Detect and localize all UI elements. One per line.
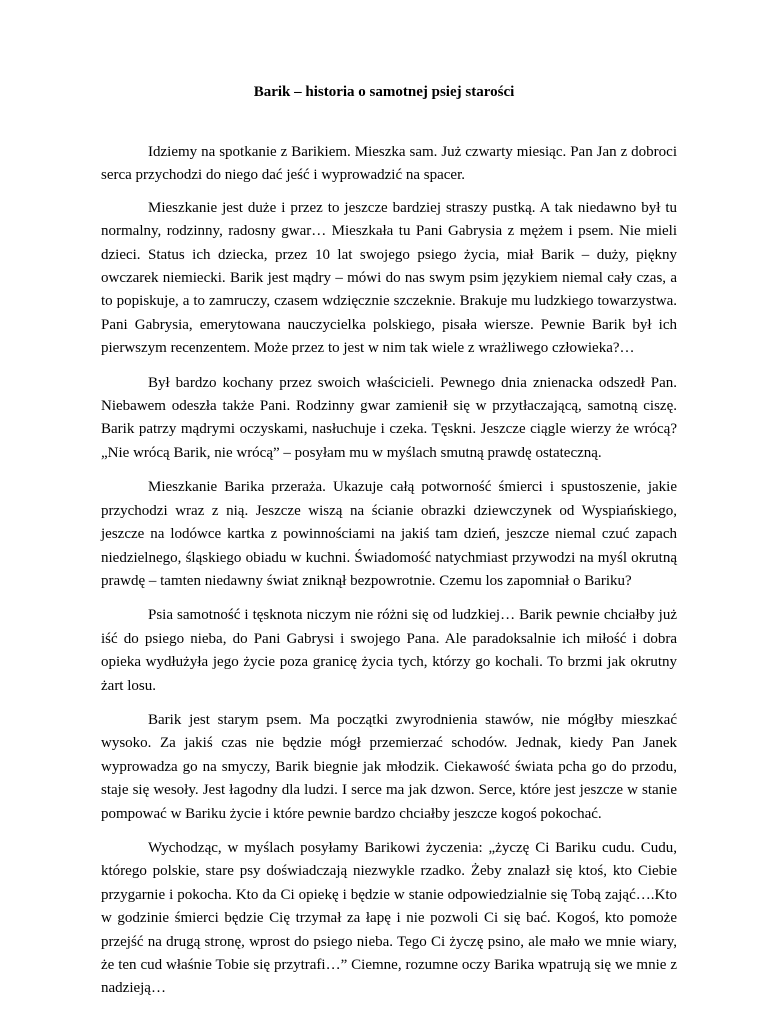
paragraph-3: Był bardzo kochany przez swoich właścicieli. Pewnego dnia znienacka odszedł Pan. Niebawem odeszła także Pani. Rodzinny gwar zamienił się w przytłaczającą, samotną ciszę. Barik patrzy mądrymi oczyskami, nasłuchuje i czeka. Tęskni. Jeszcze ciągle wierzy że wrócą? „Nie wrócą Barik, nie wrócą” – posyłam mu w myślach smutną prawdę ostateczną. <box>101 374 677 461</box>
paragraph-5: Psia samotność i tęsknota niczym nie różni się od ludzkiej… Barik pewnie chciałby już iść do psiego nieba, do Pani Gabrysi i swojego Pana. Ale paradoksalnie ich miłość i dobra opieka wydłużyła jego życie poza granicę życia tych, którzy go kochali. To brzmi jak okrutny żart losu. <box>101 607 677 694</box>
paragraph-4: Mieszkanie Barika przeraża. Ukazuje całą potworność śmierci i spustoszenie, jakie przychodzi wraz z nią. Jeszcze wiszą na ścianie obrazki dziewczynek od Wyspiańskiego, jeszcze na lodówce kartka z powinnościami na jakiś tam dzień, jeszcze niemal czuć zapach niedzielnego, śląskiego obiadu w kuchni. Świadomość natychmiast przywodzi na myśl okrutną prawdę – tamten niedawny świat zniknął bezpowrotnie. Czemu los zapomniał o Bariku? <box>101 479 677 589</box>
document-title: Barik – historia o samotnej psiej starości <box>253 84 515 100</box>
paragraph-7: Wychodząc, w myślach posyłamy Barikowi życzenia: „życzę Ci Bariku cudu. Cudu, którego polskie, stare psy doświadczają niezwykle rzadko. Żeby znalazł się ktoś, kto Ciebie przygarnie i pokocha. Kto da Ci opiekę i będzie w stanie odpowiedzialnie się Tobą zająć….Kto w godzinie śmierci będzie Cię trzymał za łapę i nie pozwoli Ci się bać. Kogoś, kto pomoże przejść na drugą stronę, wprost do psiego nieba. Tego Ci życzę psino, ale mało we mnie wiary, że ten cud właśnie Tobie się przytrafi…” Ciemne, rozumne oczy Barika wpatrują się we mnie z nadzieją… <box>101 839 677 997</box>
document-body <box>101 141 677 1012</box>
paragraph-2: Mieszkanie jest duże i przez to jeszcze bardziej straszy pustką. A tak niedawno był tu normalny, rodzinny, radosny gwar… Mieszkała tu Pani Gabrysia z mężem i psem. Nie mieli dzieci. Status ich dziecka, przez 10 lat swojego psiego życia, miał Barik – duży, piękny owczarek niemiecki. Barik jest mądry – mówi do nas swym psim językiem niemal cały czas, a to popiskuje, a to zamruczy, czasem wdzięcznie szczeknie. Brakuje mu ludzkiego towarzystwa. Pani Gabrysia, emerytowana nauczycielka polskiego, pisała wiersze. Pewnie Barik był ich pierwszym recenzentem. Może przez to jest w nim tak wiele z wrażliwego człowieka?… <box>101 199 677 357</box>
paragraph-1: Idziemy na spotkanie z Barikiem. Mieszka sam. Już czwarty miesiąc. Pan Jan z dobroci serca przychodzi do niego dać jeść i wyprowadzić na spacer. <box>101 144 677 184</box>
paragraph-6: Barik jest starym psem. Ma początki zwyrodnienia stawów, nie mógłby mieszkać wysoko. Za jakiś czas nie będzie mógł przemierzać schodów. Jednak, kiedy Pan Janek wyprowadza go na smyczy, Barik biegnie jak młodzik. Ciekawość świata pcha go do przodu, staje się wesoły. Jest łagodny dla ludzi. I serce ma jak dzwon. Serce, które jest jeszcze w stanie pompować w Bariku życie i które pewnie bardzo chciałby jeszcze kogoś pokochać. <box>101 711 677 822</box>
